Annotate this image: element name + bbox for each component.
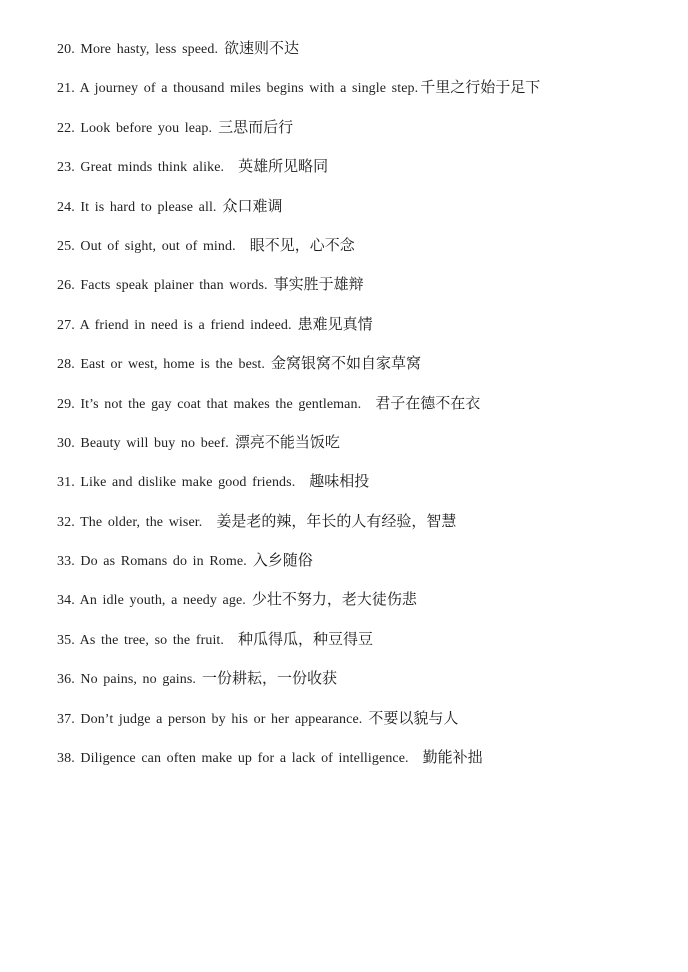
- proverb-english: 22. Look before you leap.: [57, 120, 213, 136]
- proverb-english: 21. A journey of a thousand miles begins with a single step.: [57, 81, 419, 97]
- proverb-english: 33. Do as Romans do in Rome.: [57, 554, 247, 570]
- proverb-chinese: 千里之行始于足下: [420, 78, 541, 97]
- proverb-chinese: 欲速则不达: [224, 39, 300, 57]
- proverb-english: 20. More hasty, less speed.: [57, 42, 219, 57]
- proverb-chinese: 姜是老的辣，年长的人有经验，智慧: [216, 511, 457, 530]
- proverb-chinese: 眼不见，心不念: [249, 235, 355, 254]
- list-item-proverb-28: [57, 353, 540, 392]
- list-item-proverb-33: [57, 550, 540, 589]
- proverb-chinese: 漂亮不能当饭吃: [234, 432, 340, 451]
- list-item-proverb-35: [57, 629, 540, 668]
- proverb-chinese: 金窝银窝不如自家草窝: [271, 354, 422, 373]
- proverb-english: 35. As the tree, so the fruit.: [57, 632, 225, 648]
- proverb-list: [57, 38, 540, 786]
- list-item-proverb-34: [57, 589, 540, 628]
- proverb-english: 36. No pains, no gains.: [57, 672, 197, 688]
- list-item-proverb-21: [57, 77, 540, 116]
- list-item-proverb-30: [57, 432, 540, 471]
- proverb-chinese: 种瓜得瓜，种豆得豆: [238, 629, 374, 648]
- list-item-proverb-22: [57, 117, 540, 156]
- list-item-proverb-36: [57, 668, 540, 707]
- proverb-chinese: 患难见真情: [297, 314, 373, 333]
- proverb-english: 30. Beauty will buy no beef.: [57, 435, 229, 451]
- list-item-proverb-37: [57, 708, 540, 747]
- proverb-chinese: 事实胜于雄辩: [273, 275, 364, 294]
- proverb-chinese: 不要以貌与人: [368, 708, 459, 727]
- proverb-english: 25. Out of sight, out of mind.: [57, 238, 236, 254]
- proverb-english: 37. Don’t judge a person by his or her appearance.: [57, 711, 363, 727]
- proverb-english: 31. Like and dislike make good friends.: [57, 475, 296, 491]
- proverb-chinese: 三思而后行: [218, 117, 294, 136]
- proverb-english: 28. East or west, home is the best.: [57, 357, 266, 373]
- list-item-proverb-25: [57, 235, 540, 274]
- proverb-chinese: 少壮不努力，老大徒伤悲: [251, 590, 417, 609]
- list-item-proverb-31: [57, 471, 540, 510]
- list-item-proverb-23: [57, 156, 540, 195]
- list-item-proverb-29: [57, 393, 540, 432]
- list-item-proverb-24: [57, 196, 540, 235]
- proverb-chinese: 勤能补拙: [422, 748, 483, 767]
- proverb-english: 34. An idle youth, a needy age.: [57, 593, 246, 609]
- list-item-proverb-20: [57, 38, 540, 77]
- proverb-english: 27. A friend in need is a friend indeed.: [57, 317, 292, 333]
- proverb-english: 32. The older, the wiser.: [57, 514, 203, 530]
- list-item-proverb-27: [57, 314, 540, 353]
- proverb-chinese: 趣味相投: [309, 472, 370, 491]
- list-item-proverb-38: [57, 747, 540, 786]
- list-item-proverb-26: [57, 274, 540, 313]
- proverb-chinese: 一份耕耘，一份收获: [202, 669, 338, 688]
- proverb-english: 26. Facts speak plainer than words.: [57, 278, 268, 294]
- proverb-english: 23. Great minds think alike.: [57, 160, 225, 176]
- proverb-chinese: 君子在德不在衣: [375, 393, 481, 412]
- proverb-english: 38. Diligence can often make up for a lack of intelligence.: [57, 751, 409, 767]
- list-item-proverb-32: [57, 511, 540, 550]
- proverb-chinese: 众口难调: [222, 196, 283, 215]
- proverb-english: 29. It’s not the gay coat that makes the gentleman.: [57, 396, 362, 412]
- proverb-chinese: 入乡随俗: [252, 551, 313, 570]
- proverb-chinese: 英雄所见略同: [238, 157, 329, 176]
- proverb-english: 24. It is hard to please all.: [57, 199, 217, 215]
